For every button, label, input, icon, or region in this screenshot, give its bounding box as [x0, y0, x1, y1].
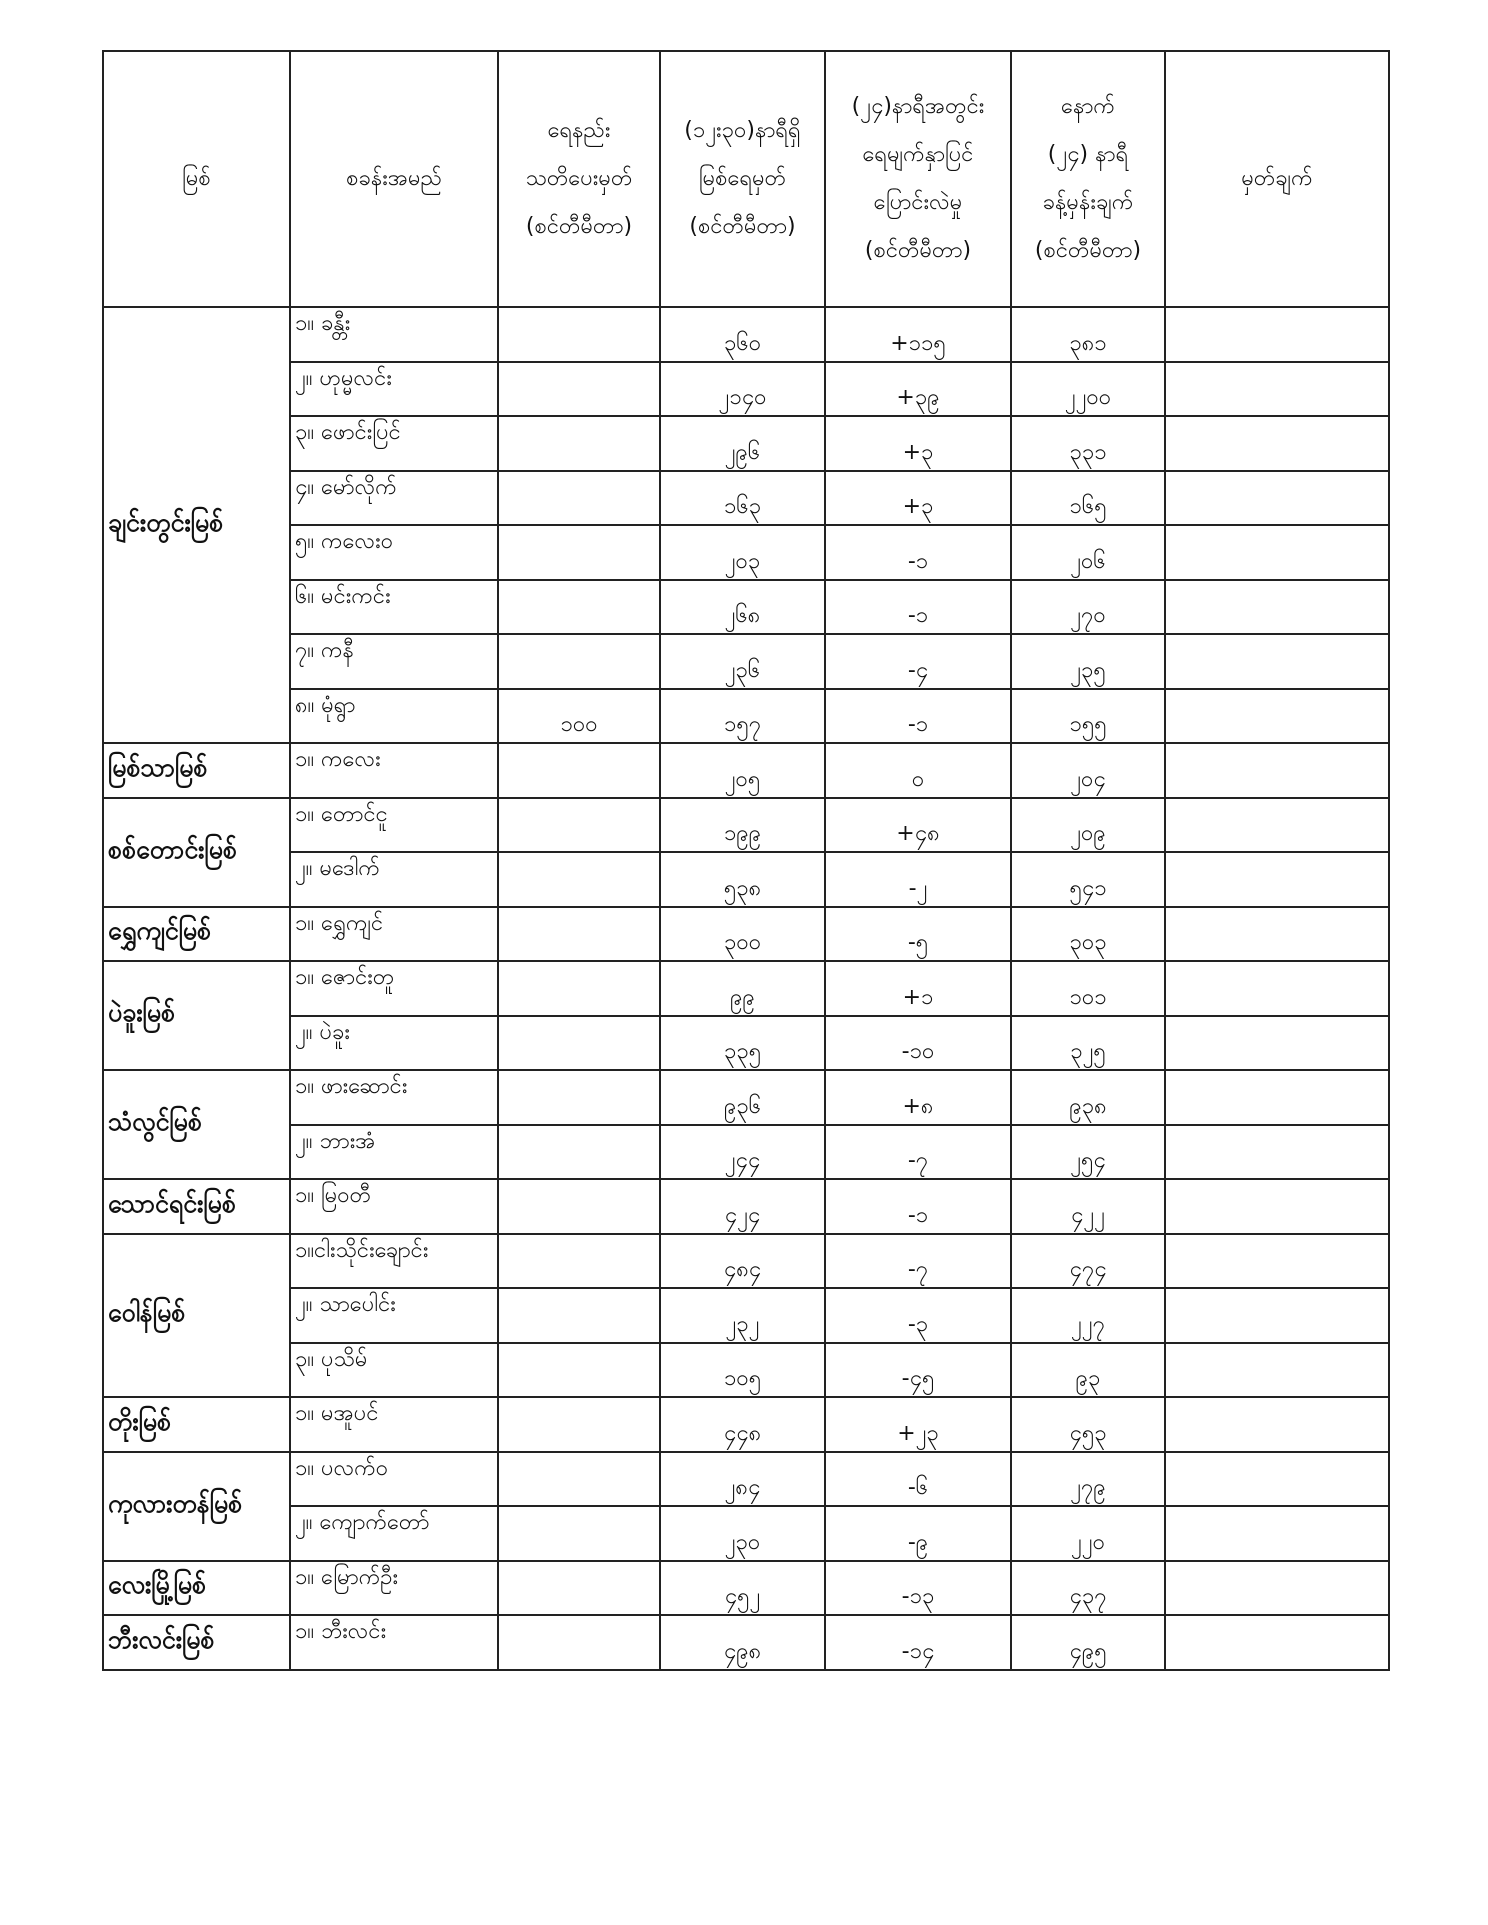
river-name-cell: ဘီးလင်းမြစ်: [103, 1615, 290, 1670]
level-change-cell: -၁: [825, 689, 1011, 744]
table-row: [103, 362, 1389, 417]
station-name-cell: ၂။ ဟုမ္မလင်း: [290, 362, 498, 417]
remark-cell: [1165, 634, 1389, 689]
table-row: [103, 471, 1389, 526]
low-water-warning-cell: [498, 1179, 660, 1234]
table-body: [103, 307, 1389, 1670]
forecast-cell: ၂၃၅: [1011, 634, 1165, 689]
level-change-cell: -၂: [825, 852, 1011, 907]
remark-cell: [1165, 362, 1389, 417]
table-row: [103, 1561, 1389, 1616]
table-row: [103, 907, 1389, 962]
level-change-cell: ၀: [825, 743, 1011, 798]
level-change-cell: -၉: [825, 1506, 1011, 1561]
forecast-cell: ၃၃၁: [1011, 416, 1165, 471]
station-name-cell: ၁။ ကလေး: [290, 743, 498, 798]
station-name-cell: ၄။ မော်လိုက်: [290, 471, 498, 526]
forecast-cell: ၂၂၀၀: [1011, 362, 1165, 417]
river-name-cell: ပဲခူးမြစ်: [103, 961, 290, 1070]
level-change-cell: -၄၅: [825, 1343, 1011, 1398]
level-change-cell: +၁: [825, 961, 1011, 1016]
low-water-warning-cell: [498, 1561, 660, 1616]
station-name-cell: ၂။ သာပေါင်း: [290, 1288, 498, 1343]
low-water-warning-cell: [498, 634, 660, 689]
table-row: [103, 1234, 1389, 1289]
level-change-cell: -၇: [825, 1125, 1011, 1180]
river-name-cell: တိုးမြစ်: [103, 1397, 290, 1452]
level-change-cell: -၃: [825, 1288, 1011, 1343]
river-name-cell: ရွှေကျင်မြစ်: [103, 907, 290, 962]
forecast-cell: ၁၅၅: [1011, 689, 1165, 744]
forecast-cell: ၉၃: [1011, 1343, 1165, 1398]
low-water-warning-cell: [498, 1234, 660, 1289]
table-row: [103, 416, 1389, 471]
low-water-warning-cell: [498, 743, 660, 798]
forecast-cell: ၂၀၆: [1011, 525, 1165, 580]
remark-cell: [1165, 416, 1389, 471]
header-row: [103, 51, 1389, 307]
station-name-cell: ၁။ ရွှေကျင်: [290, 907, 498, 962]
table-row: [103, 852, 1389, 907]
river-level-cell: ၂၈၄: [660, 1452, 825, 1507]
river-level-cell: ၂၃၆: [660, 634, 825, 689]
level-change-cell: +၁၁၅: [825, 307, 1011, 362]
river-level-cell: ၂၁၄၀: [660, 362, 825, 417]
river-level-cell: ၄၉၈: [660, 1615, 825, 1670]
level-change-cell: +၈: [825, 1070, 1011, 1125]
low-water-warning-cell: [498, 525, 660, 580]
river-level-cell: ၁၉၉: [660, 798, 825, 853]
remark-cell: [1165, 1179, 1389, 1234]
river-level-cell: ၅၃၈: [660, 852, 825, 907]
river-level-cell: ၃၀၀: [660, 907, 825, 962]
remark-cell: [1165, 307, 1389, 362]
table-row: [103, 1179, 1389, 1234]
remark-cell: [1165, 1125, 1389, 1180]
level-change-cell: -၇: [825, 1234, 1011, 1289]
level-change-cell: -၆: [825, 1452, 1011, 1507]
river-level-cell: ၉၃၆: [660, 1070, 825, 1125]
remark-cell: [1165, 580, 1389, 635]
river-name-cell: စစ်တောင်းမြစ်: [103, 798, 290, 907]
station-name-cell: ၁။ ခန္တီး: [290, 307, 498, 362]
forecast-cell: ၄၅၃: [1011, 1397, 1165, 1452]
level-change-cell: +၃: [825, 416, 1011, 471]
remark-cell: [1165, 1343, 1389, 1398]
level-change-cell: -၁: [825, 580, 1011, 635]
low-water-warning-cell: [498, 907, 660, 962]
river-level-cell: ၉၉: [660, 961, 825, 1016]
low-water-warning-cell: [498, 1125, 660, 1180]
forecast-cell: ၁၆၅: [1011, 471, 1165, 526]
remark-cell: [1165, 1506, 1389, 1561]
table-row: [103, 580, 1389, 635]
remark-cell: [1165, 907, 1389, 962]
forecast-cell: ၄၂၂: [1011, 1179, 1165, 1234]
river-level-cell: ၃၆၀: [660, 307, 825, 362]
low-water-warning-cell: [498, 307, 660, 362]
river-level-cell: ၂၀၅: [660, 743, 825, 798]
river-level-cell: ၃၃၅: [660, 1016, 825, 1071]
station-name-cell: ၁။ မြောက်ဦး: [290, 1561, 498, 1616]
low-water-warning-cell: [498, 580, 660, 635]
remark-cell: [1165, 1397, 1389, 1452]
table-row: [103, 689, 1389, 744]
header-river-level-1230: (၁၂း၃၀)နာရီရှိ မြစ်ရေမှတ် (စင်တီမီတာ): [660, 51, 825, 307]
station-name-cell: ၁။ ဘီးလင်း: [290, 1615, 498, 1670]
table-row: [103, 1343, 1389, 1398]
station-name-cell: ၂။ မဒေါက်: [290, 852, 498, 907]
river-level-cell: ၂၃၀: [660, 1506, 825, 1561]
low-water-warning-cell: [498, 1070, 660, 1125]
station-name-cell: ၆။ မင်းကင်း: [290, 580, 498, 635]
river-level-cell: ၁၅၇: [660, 689, 825, 744]
river-level-cell: ၂၃၂: [660, 1288, 825, 1343]
table-row: [103, 525, 1389, 580]
forecast-cell: ၄၃၇: [1011, 1561, 1165, 1616]
header-river: မြစ်: [103, 51, 290, 307]
remark-cell: [1165, 1016, 1389, 1071]
remark-cell: [1165, 743, 1389, 798]
station-name-cell: ၁။ငါးသိုင်းချောင်း: [290, 1234, 498, 1289]
remark-cell: [1165, 689, 1389, 744]
level-change-cell: -၁: [825, 525, 1011, 580]
table-row: [103, 1452, 1389, 1507]
header-remarks: မှတ်ချက်: [1165, 51, 1389, 307]
forecast-cell: ၂၀၉: [1011, 798, 1165, 853]
low-water-warning-cell: [498, 961, 660, 1016]
low-water-warning-cell: [498, 1016, 660, 1071]
river-name-cell: လေးမြို့မြစ်: [103, 1561, 290, 1616]
river-level-cell: ၁၆၃: [660, 471, 825, 526]
remark-cell: [1165, 1615, 1389, 1670]
station-name-cell: ၁။ ဇောင်းတူ: [290, 961, 498, 1016]
river-level-cell: ၂၉၆: [660, 416, 825, 471]
river-name-cell: ချင်းတွင်းမြစ်: [103, 307, 290, 743]
level-change-cell: -၁: [825, 1179, 1011, 1234]
remark-cell: [1165, 961, 1389, 1016]
station-name-cell: ၅။ ကလေးဝ: [290, 525, 498, 580]
forecast-cell: ၉၃၈: [1011, 1070, 1165, 1125]
forecast-cell: ၂၀၄: [1011, 743, 1165, 798]
low-water-warning-cell: [498, 362, 660, 417]
forecast-cell: ၁၀၁: [1011, 961, 1165, 1016]
river-level-cell: ၂၆၈: [660, 580, 825, 635]
table-row: [103, 1070, 1389, 1125]
river-name-cell: ဝေါန်မြစ်: [103, 1234, 290, 1398]
station-name-cell: ၁။ ဖားဆောင်း: [290, 1070, 498, 1125]
forecast-cell: ၃၀၃: [1011, 907, 1165, 962]
table-row: [103, 798, 1389, 853]
low-water-warning-cell: [498, 471, 660, 526]
station-name-cell: ၁။ တောင်ငူ: [290, 798, 498, 853]
remark-cell: [1165, 1288, 1389, 1343]
low-water-warning-cell: [498, 1615, 660, 1670]
header-24h-change: (၂၄)နာရီအတွင်း ရေမျက်နှာပြင် ပြောင်းလဲမှု (စင်တီမီတာ): [825, 51, 1011, 307]
remark-cell: [1165, 1234, 1389, 1289]
forecast-cell: ၃၈၁: [1011, 307, 1165, 362]
header-low-water-warning: ရေနည်း သတိပေးမှတ် (စင်တီမီတာ): [498, 51, 660, 307]
forecast-cell: ၅၄၁: [1011, 852, 1165, 907]
forecast-cell: ၂၂၇: [1011, 1288, 1165, 1343]
river-level-cell: ၄၅၂: [660, 1561, 825, 1616]
table-header: [103, 51, 1389, 307]
table-row: [103, 743, 1389, 798]
header-next-24h-forecast: နောက် (၂၄) နာရီ ခန့်မှန်းချက် (စင်တီမီတာ): [1011, 51, 1165, 307]
level-change-cell: -၄: [825, 634, 1011, 689]
station-name-cell: ၃။ ပုသိမ်: [290, 1343, 498, 1398]
remark-cell: [1165, 852, 1389, 907]
low-water-warning-cell: ၁၀၀: [498, 689, 660, 744]
forecast-cell: ၄၇၄: [1011, 1234, 1165, 1289]
station-name-cell: ၂။ ဘားအံ: [290, 1125, 498, 1180]
station-name-cell: ၈။ မုံရွာ: [290, 689, 498, 744]
remark-cell: [1165, 1452, 1389, 1507]
level-change-cell: +၂၃: [825, 1397, 1011, 1452]
forecast-cell: ၂၂၀: [1011, 1506, 1165, 1561]
station-name-cell: ၁။ မြဝတီ: [290, 1179, 498, 1234]
river-name-cell: သံလွင်မြစ်: [103, 1070, 290, 1179]
river-name-cell: သောင်ရင်းမြစ်: [103, 1179, 290, 1234]
table-row: [103, 961, 1389, 1016]
low-water-warning-cell: [498, 1343, 660, 1398]
river-level-cell: ၄၂၄: [660, 1179, 825, 1234]
table-row: [103, 1397, 1389, 1452]
level-change-cell: -၁၄: [825, 1615, 1011, 1670]
level-change-cell: +၃: [825, 471, 1011, 526]
level-change-cell: +၄၈: [825, 798, 1011, 853]
station-name-cell: ၁။ မအူပင်: [290, 1397, 498, 1452]
low-water-warning-cell: [498, 1506, 660, 1561]
remark-cell: [1165, 471, 1389, 526]
remark-cell: [1165, 525, 1389, 580]
header-station-name: စခန်းအမည်: [290, 51, 498, 307]
low-water-warning-cell: [498, 1397, 660, 1452]
station-name-cell: ၇။ ကနီ: [290, 634, 498, 689]
river-level-cell: ၁၀၅: [660, 1343, 825, 1398]
level-change-cell: -၁၃: [825, 1561, 1011, 1616]
remark-cell: [1165, 1561, 1389, 1616]
table-row: [103, 307, 1389, 362]
low-water-warning-cell: [498, 852, 660, 907]
river-level-cell: ၄၄၈: [660, 1397, 825, 1452]
river-level-cell: ၂၀၃: [660, 525, 825, 580]
station-name-cell: ၁။ ပလက်ဝ: [290, 1452, 498, 1507]
river-level-cell: ၂၄၄: [660, 1125, 825, 1180]
table-row: [103, 1506, 1389, 1561]
remark-cell: [1165, 798, 1389, 853]
station-name-cell: ၃။ ဖောင်းပြင်: [290, 416, 498, 471]
forecast-cell: ၂၇၉: [1011, 1452, 1165, 1507]
forecast-cell: ၃၂၅: [1011, 1016, 1165, 1071]
low-water-warning-cell: [498, 1452, 660, 1507]
low-water-warning-cell: [498, 1288, 660, 1343]
low-water-warning-cell: [498, 416, 660, 471]
level-change-cell: -၅: [825, 907, 1011, 962]
river-level-cell: ၄၈၄: [660, 1234, 825, 1289]
forecast-cell: ၂၇၀: [1011, 580, 1165, 635]
remark-cell: [1165, 1070, 1389, 1125]
station-name-cell: ၂။ ကျောက်တော်: [290, 1506, 498, 1561]
forecast-cell: ၄၉၅: [1011, 1615, 1165, 1670]
river-water-level-table: [102, 50, 1390, 1671]
table-row: [103, 1016, 1389, 1071]
level-change-cell: +၃၉: [825, 362, 1011, 417]
table-row: [103, 1288, 1389, 1343]
level-change-cell: -၁၀: [825, 1016, 1011, 1071]
river-name-cell: မြစ်သာမြစ်: [103, 743, 290, 798]
table-row: [103, 634, 1389, 689]
table-row: [103, 1125, 1389, 1180]
forecast-cell: ၂၅၄: [1011, 1125, 1165, 1180]
river-name-cell: ကုလားတန်မြစ်: [103, 1452, 290, 1561]
station-name-cell: ၂။ ပဲခူး: [290, 1016, 498, 1071]
table-row: [103, 1615, 1389, 1670]
low-water-warning-cell: [498, 798, 660, 853]
